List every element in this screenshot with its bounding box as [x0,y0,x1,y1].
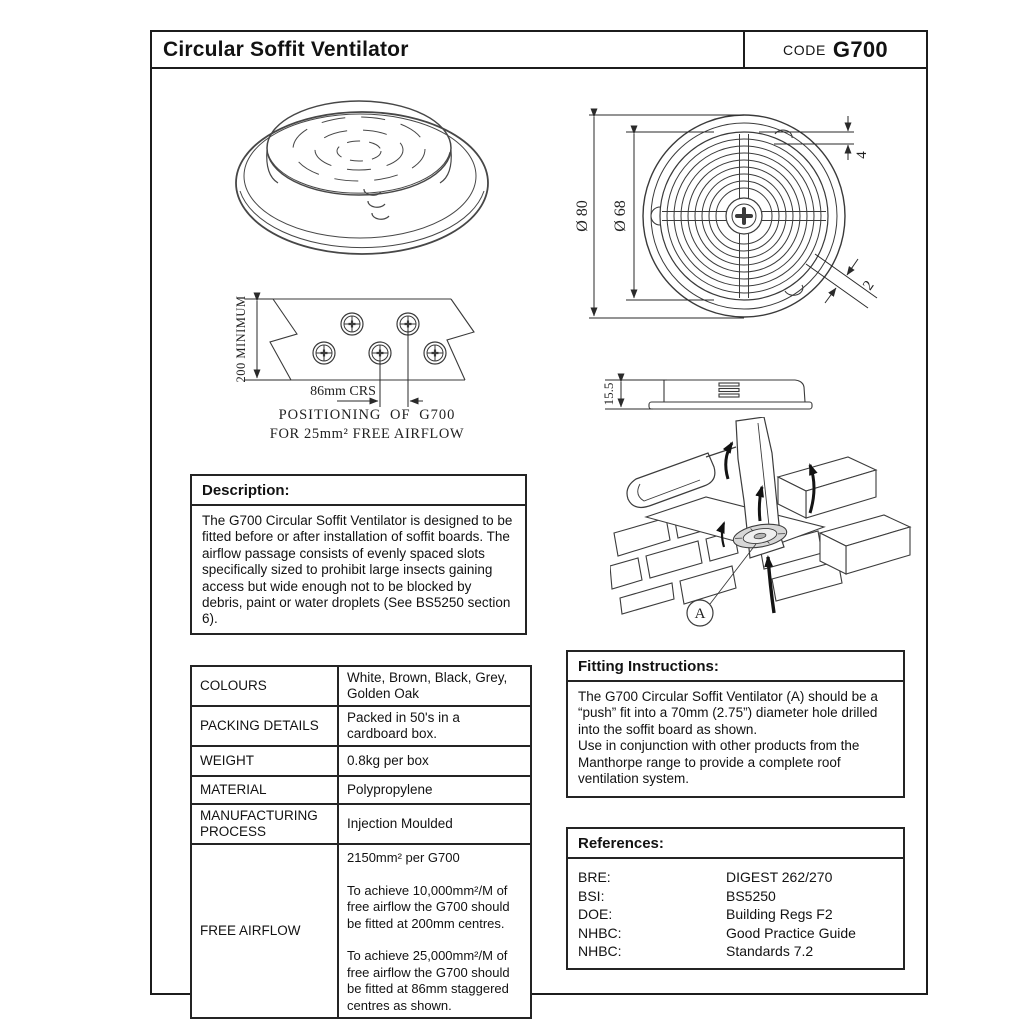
references-heading: References: [568,829,903,859]
fitting-paragraph: The G700 Circular Soffit Ventilator (A) should be a “push” fit into a 70mm (2.75”) diameter hole drilled into the soffit board as shown. [578,689,878,737]
reference-item [578,905,893,924]
fitting-instructions-box [566,650,905,798]
reference-doc: Standards 7.2 [726,943,814,959]
spec-value: White, Brown, Black, Grey, Golden Oak [338,666,531,706]
positioning-caption-line1: POSITIONING OF G700 [278,407,456,423]
reference-item [578,868,893,887]
positioning-diagram [227,282,522,452]
side-slots [719,383,739,397]
spec-label: PACKING DETAILS [191,706,338,746]
product-code-cell [743,32,926,67]
spec-label: FREE AIRFLOW [191,844,338,1018]
reference-org: BRE: [578,869,611,885]
fascia-and-gutter [627,447,736,507]
isometric-product-drawing [232,87,492,272]
table-row [191,804,531,844]
references-list [568,859,903,968]
reference-org: DOE: [578,906,613,922]
installation-diagram [610,417,925,642]
installation-label-a: A [694,606,706,622]
code-label: CODE [783,41,826,58]
fitting-paragraph: Use in conjunction with other products from the Manthorpe range to provide a complete roof ventilation system. [578,738,860,787]
spec-value: Injection Moulded [338,804,531,844]
dim-centres-label: 86mm CRS [310,384,376,399]
vent-positions [313,313,446,364]
dim-outer-diameter-label: Ø 80 [574,200,591,232]
reference-org: NHBC: [578,924,622,941]
description-box [190,474,527,635]
table-row [191,746,531,776]
flange-profile [649,402,812,409]
reference-doc: Good Practice Guide [726,924,856,941]
spec-value: Packed in 50's in a cardboard box. [338,706,531,746]
drum-top-edge [267,101,451,195]
dim-inner-diameter-label: Ø 68 [612,200,629,232]
description-heading: Description: [192,476,525,506]
reference-doc: DIGEST 262/270 [726,869,833,885]
dim-slot-gap-label: 2 [860,277,878,294]
free-airflow-paragraph: To achieve 10,000mm²/M of free airflow the G700 should be fitted at 200mm centres. [347,882,510,931]
dim-inner-diameter [626,132,714,300]
table-row [191,666,531,706]
free-airflow-paragraph: To achieve 25,000mm²/M of free airflow the G700 should be fitted at 86mm staggered centres as shown. [347,948,510,1013]
spec-label: MATERIAL [191,776,338,804]
spec-label: COLOURS [191,666,338,706]
header-bar [152,32,926,69]
reference-org: BSI: [578,887,605,904]
centre-hub [726,198,762,234]
reference-item [578,887,893,906]
front-view-drawing [569,88,929,343]
table-row [191,706,531,746]
spec-label: MANUFACTURING PROCESS [191,804,338,844]
reference-org: NHBC: [578,943,622,959]
soffit-board-outline [270,299,474,380]
positioning-caption-line2: FOR 25mm² FREE AIRFLOW [269,426,465,442]
dim-slot-width-label: 4 [854,151,870,159]
spec-table [190,665,532,1019]
top-face-ring-arcs [293,117,425,181]
code-value: G700 [832,36,888,62]
references-box [566,827,905,970]
spec-value [338,844,531,1018]
dim-vertical-label: 200 MINIMUM [234,295,248,383]
flange-outer-edge [236,112,488,254]
spec-value: 0.8kg per box [338,746,531,776]
description-body: The G700 Circular Soffit Ventilator is designed to be fitted before or after installation of soffit boards. The airflow passage consists of evenly spaced slots specifically sized to prohibit large insects gaining access but wide enough not to be blocked by debris, paint or water droplets (See BS5250 section 6). [202,513,513,627]
reference-doc: BS5250 [726,887,776,904]
spec-value: Polypropylene [338,776,531,804]
table-row [191,776,531,804]
reference-item [578,924,893,943]
free-airflow-paragraph: 2150mm² per G700 [347,850,460,865]
page-title: Circular Soffit Ventilator [163,37,409,61]
dim-height-label: 15.5 [601,382,616,406]
reference-item [578,942,893,961]
reference-doc: Building Regs F2 [726,906,833,922]
datasheet-page [150,30,928,1013]
table-row [191,844,531,1018]
fitting-instructions-heading: Fitting Instructions: [568,652,903,682]
spec-label: WEIGHT [191,746,338,776]
fitting-instructions-body [568,682,903,794]
dim-slot-width [759,116,854,160]
